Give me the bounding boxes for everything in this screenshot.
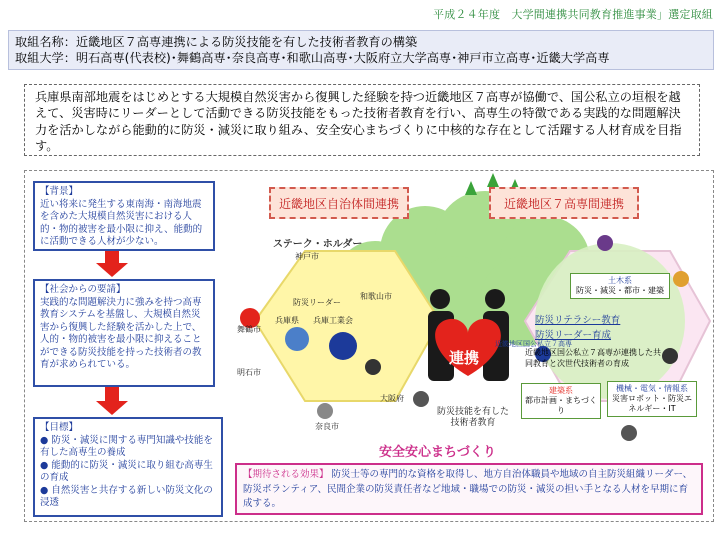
callout-kosen-collab: 近畿地区７高専間連携 <box>489 187 639 219</box>
school-emblem-3 <box>662 348 678 364</box>
program-header: 平成２４年度 大学間連携共同教育推進事業」選定取組 <box>433 8 713 21</box>
effect-body: 防災士等の専門的な資格を取得し、地方自治体職員や地域の自主防災組織リーダー、防災ボランティア、民間企業の防災責任者など地域・職場での防災・減災の担い手となる人材を早期に育成する。 <box>243 469 693 509</box>
background-body: 近い将来に発生する東南海・南海地震を含めた大規模自然災害における人的・物的被害を最小限に抑え、能動的に活動できる人材が少ない。 <box>40 198 203 247</box>
kobe-city-label: 神戸市 <box>295 252 319 261</box>
literacy-label: 防災リテラシー教育 <box>535 315 621 326</box>
arch-sub: 都市計画・まちづくり <box>525 396 597 415</box>
logo-icon-6 <box>413 391 429 407</box>
arrow-down-1 <box>105 251 119 263</box>
society-body: 実践的な問題解決力に強みを持つ高専教育システムを基盤し、大規模自然災害から復興した経験を活かした上で、人的・物的被害を最小限に抑えることができる防災技能を持った技術者の教育が求められている。 <box>40 296 202 370</box>
arrow-down-2 <box>105 387 119 401</box>
background-box <box>33 181 215 251</box>
arch-pill <box>521 383 601 419</box>
mech-label: 機械・電気・情報系 <box>616 384 688 393</box>
tree-top-icon <box>487 173 499 187</box>
society-box <box>33 279 215 387</box>
school-emblem-1 <box>597 235 613 251</box>
logo-icon-3 <box>285 327 309 351</box>
civil-sub: 防災・減災・都市・建築 <box>576 286 664 295</box>
goal-item-1: ● 防災・減災に関する専門知識や技能を有した高専生の養成 <box>40 434 213 458</box>
slogan-label: 安全安心まちづくり <box>379 445 496 460</box>
bousai-leader-label: 防災リーダー <box>293 298 341 307</box>
society-title: 【社会からの要請】 <box>40 284 126 295</box>
callout-local-government: 近畿地区自治体間連携 <box>269 187 409 219</box>
arrow-down-1-head <box>96 263 128 277</box>
goal-item-3: ● 自然災害と共存する新しい防災文化の浸透 <box>40 484 213 508</box>
stakeholder-label: ステーク・ホルダー <box>273 239 363 250</box>
hyogo-label: 兵庫県 <box>275 316 299 325</box>
concept-diagram <box>24 170 714 522</box>
logo-icon-4 <box>365 359 381 375</box>
arch-label: 建築系 <box>549 386 573 395</box>
school-emblem-5 <box>621 425 637 441</box>
wakayama-label: 和歌山市 <box>360 292 392 301</box>
renkei-label: 連携 <box>449 349 480 367</box>
goal-item-2: ● 能動的に防災・減災に取り組む高専生の育成 <box>40 459 213 483</box>
mech-sub: 災害ロボット・防災エネルギー・IT <box>612 394 692 413</box>
civil-label: 土木系 <box>608 276 632 285</box>
school-emblem-2 <box>673 271 689 287</box>
participating-universities: 取組大学：明石高専(代表校)･舞鶴高専･奈良高専･和歌山高専･大阪府立大学高専･神戸市立高専･近畿大学高専 <box>15 51 610 65</box>
mech-pill <box>607 381 697 417</box>
title-box <box>8 30 714 70</box>
civil-pill <box>570 273 670 299</box>
effect-title: 【期待される効果】 <box>243 469 329 480</box>
leader-label: 防災リーダー育成 <box>535 330 612 341</box>
arrow-down-2-head <box>96 401 128 415</box>
nara-label: 奈良市 <box>315 422 339 431</box>
org-label: 近畿地区国公私立７高専 <box>495 340 572 348</box>
center-caption: 防災技能を有した 技術者教育 <box>436 407 509 428</box>
maizuru-label: 舞鶴市 <box>237 325 261 334</box>
commerce-label: 兵庫工業会 <box>313 316 353 325</box>
collab-text: 近畿地区国公私立７高専が連携した共同教育と次世代技術者の育成 <box>525 348 661 368</box>
summary-text: 兵庫県南部地震をはじめとする大規模自然災害から復興した経験を持つ近畿地区７高専が協働で、国公私立の垣根を越えて、災害時にリーダーとして活動できる防災技能をもった技術者教育を行い、高専生の特徴である実践的な問題解決力を活かしながら能動的に防災・減災に取り組み、安全安心まちづくりに中核的な存在として活躍する人材育成を目指す。 <box>24 84 700 156</box>
logo-icon-2 <box>329 332 357 360</box>
goals-box <box>33 417 223 517</box>
osaka-pref-label: 大阪府 <box>380 394 404 403</box>
expected-effect-box <box>235 463 703 515</box>
background-title: 【背景】 <box>40 186 79 197</box>
akashi-label: 明石市 <box>237 368 261 377</box>
goals-title: 【目標】 <box>40 422 79 433</box>
logo-icon-5 <box>317 403 333 419</box>
program-name: 取組名称：近畿地区７高専連携による防災技能を有した技術者教育の構築 <box>15 35 418 49</box>
